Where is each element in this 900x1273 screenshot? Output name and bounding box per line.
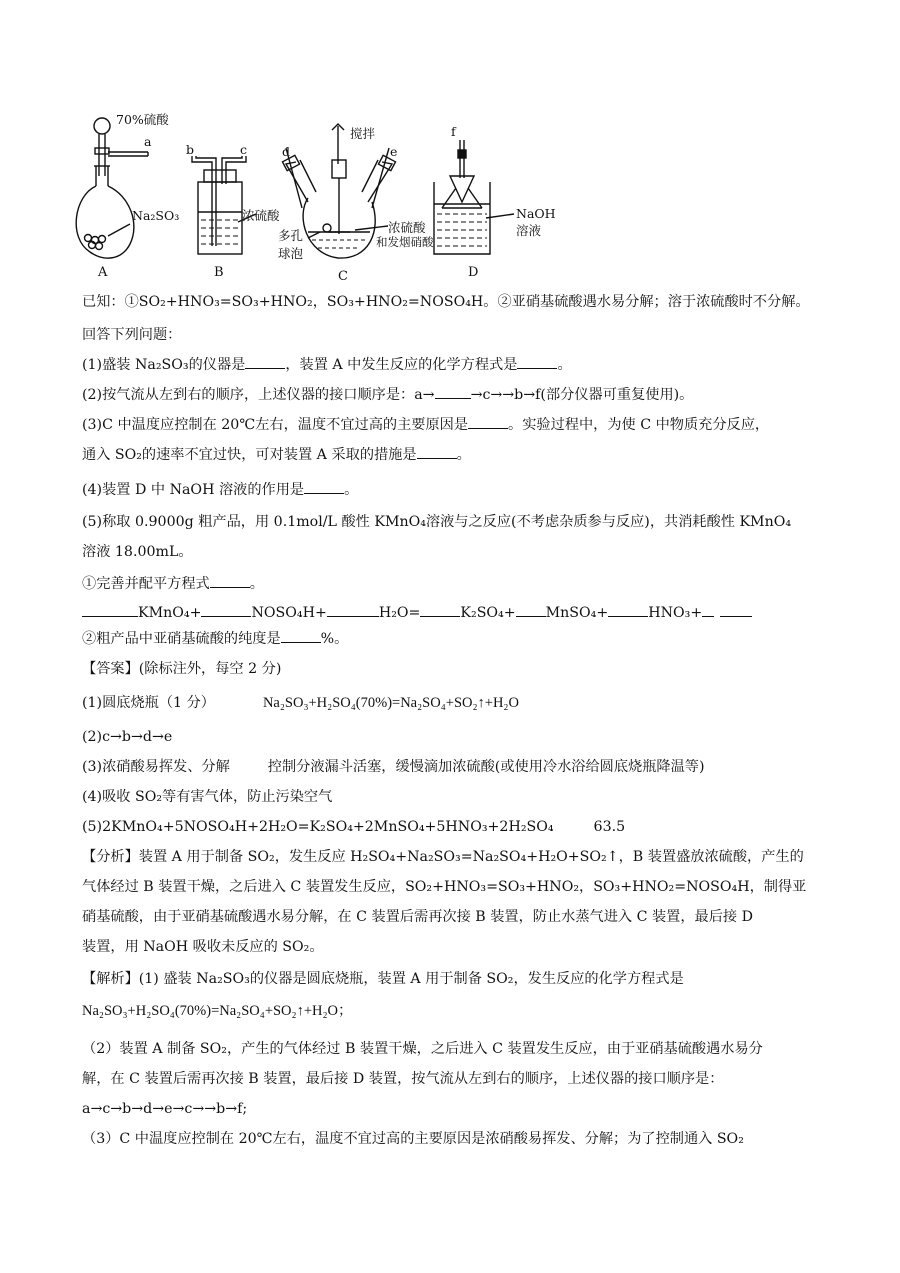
explanation-1-equation: Na₂SO₃+H₂SO₄(70%)=Na₂SO₄+SO₂↑+H₂O； [82, 1003, 353, 1019]
q2-text-a: (2)按气流从左到右的顺序，上述仪器的接口顺序是：a→ [82, 387, 435, 403]
answer-5 [82, 818, 625, 836]
port-label-f: f [451, 124, 456, 139]
q2-blank [435, 386, 471, 399]
q4-text-a: (4)装置 D 中 NaOH 溶液的作用是 [82, 482, 305, 498]
eq-blank-6 [608, 604, 648, 617]
label-porous-2: 球泡 [278, 246, 304, 261]
apparatus-a [76, 118, 148, 258]
question-5-line-2: 溶液 18.00mL。 [82, 544, 193, 560]
question-3-line-2 [82, 446, 471, 464]
port-label-a: a [144, 134, 152, 149]
question-5-sub-1 [82, 575, 264, 593]
analysis-line-4: 装置，用 NaOH 吸收未反应的 SO₂。 [82, 939, 324, 955]
q5-sub1-blank [210, 575, 250, 588]
apparatus-figure [70, 104, 590, 290]
q1-text-a: (1)盛装 Na₂SO₃的仪器是 [82, 357, 246, 373]
question-3-line-1 [82, 416, 769, 434]
label-na2so3: Na₂SO₃ [132, 208, 180, 223]
label-porous-1: 多孔 [278, 228, 304, 243]
eq-k2so4: K₂SO₄+ [460, 605, 516, 621]
explanation-2-line-1: （2）装置 A 制备 SO₂，产生的气体经过 B 装置干燥，之后进入 C 装置发生反应，由于亚硝基硫酸遇水易分 [82, 1041, 763, 1057]
answer-4: (4)吸收 SO₂等有害气体，防止污染空气 [82, 789, 333, 805]
port-label-e: e [390, 144, 398, 159]
analysis-line-1: 【分析】装置 A 用于制备 SO₂，发生反应 H₂SO₄+Na₂SO₃=Na₂SO₄+H₂O+SO₂↑，B 装置盛放浓硫酸，产生的 [82, 849, 804, 865]
question-1 [82, 356, 572, 374]
known-info: 已知：①SO₂+HNO₃=SO₃+HNO₂，SO₃+HNO₂=NOSO₄H。②亚硝基硫酸遇水易分解；溶于浓硫酸时不分解。 [82, 294, 810, 310]
eq-blank-4 [420, 604, 460, 617]
apparatus-b [192, 156, 256, 254]
label-conc-sulfuric: 浓硫酸 [242, 208, 280, 223]
caption-a: A [98, 265, 108, 280]
answer-5-equation: (5)2KMnO₄+5NOSO₄H+2H₂O=K₂SO₄+2MnSO₄+5HNO₃+2H₂SO₄ [82, 819, 554, 835]
answer-1 [82, 694, 519, 712]
answer-5-value: 63.5 [593, 819, 626, 835]
answer-1-equation: Na₂SO₃+H₂SO₄(70%)=Na₂SO₄+SO₂↑+H₂O [262, 695, 519, 711]
q1-text-b: ，装置 A 中发生反应的化学方程式是 [285, 357, 518, 373]
eq-blank-1 [82, 604, 138, 617]
explanation-1: 【解析】(1) 盛装 Na₂SO₃的仪器是圆底烧瓶，装置 A 用于制备 SO₂，发生反应的化学方程式是 [82, 971, 684, 987]
question-5-sub-2 [82, 630, 348, 648]
label-solution: 溶液 [516, 223, 542, 238]
q2-text-b: →c→→b→f(部分仪器可重复使用)。 [470, 387, 694, 403]
q3-blank-2 [417, 446, 457, 459]
answer-3-part-b: 控制分液漏斗活塞，缓慢滴加浓硫酸(或使用冷水浴给圆底烧瓶降温等) [267, 759, 705, 775]
q3-blank-1 [468, 416, 508, 429]
q5-sub2-blank [281, 630, 321, 643]
eq-blank-7 [702, 604, 714, 617]
question-5-line-1: (5)称取 0.9000g 粗产品，用 0.1mol/L 酸性 KMnO₄溶液与之反应(不考虑杂质参与反应)，共消耗酸性 KMnO₄ [82, 514, 792, 530]
q1-text-c: 。 [557, 357, 572, 373]
answer-header: 【答案】(除标注外，每空 2 分) [82, 661, 282, 677]
eq-hno3: HNO₃+ [648, 605, 703, 621]
caption-b: B [214, 265, 224, 280]
q5-sub2-text-b: %。 [320, 631, 349, 647]
q4-text-b: 。 [344, 482, 359, 498]
q3-text-2a: 通入 SO₂的速率不宜过快，可对装置 A 采取的措施是 [82, 447, 417, 463]
answer-2: (2)c→b→d→e [82, 729, 173, 745]
explanation-2-line-2: 解，在 C 装置后需再次接 B 装置，最后接 D 装置，按气流从左到右的顺序，上述仪器的接口顺序是： [82, 1071, 724, 1087]
question-2 [82, 386, 693, 404]
label-c-content-2: 和发烟硝酸 [376, 235, 434, 249]
q4-blank [304, 481, 344, 494]
caption-d: D [468, 265, 479, 280]
label-stir: 搅拌 [350, 126, 376, 141]
eq-blank-3 [327, 604, 379, 617]
question-5-equation [82, 604, 752, 622]
label-c-content-1: 浓硫酸 [388, 220, 426, 235]
label-naoh: NaOH [516, 206, 556, 221]
analysis-line-2: 气体经过 B 装置干燥，之后进入 C 装置发生反应，SO₂+HNO₃=SO₃+HNO₂，SO₃+HNO₂=NOSO₄H，制得亚 [82, 879, 807, 895]
analysis-line-3: 硝基硫酸，由于亚硝基硫酸遇水易分解，在 C 装置后需再次接 B 装置，防止水蒸气进入 C 装置，最后接 D [82, 909, 753, 925]
q3-text-1a: (3)C 中温度应控制在 20℃左右，温度不宜过高的主要原因是 [82, 417, 469, 433]
eq-noso4h: NOSO₄H+ [251, 605, 327, 621]
eq-h2o: H₂O= [378, 605, 421, 621]
eq-mnso4: MnSO₄+ [545, 605, 609, 621]
q5-sub1-text-a: ①完善并配平方程式 [82, 576, 210, 592]
port-label-b: b [186, 142, 195, 157]
explanation-2-line-3: a→c→b→d→e→c→→b→f; [82, 1101, 248, 1117]
q5-sub2-text-a: ②粗产品中亚硝基硫酸的纯度是 [82, 631, 281, 647]
answer-3-part-a: (3)浓硝酸易挥发、分解 [82, 759, 230, 775]
eq-blank-2 [201, 604, 251, 617]
answer-1-text: (1)圆底烧瓶（1 分） [82, 695, 215, 711]
caption-c: C [338, 269, 348, 284]
apparatus-d [434, 140, 514, 254]
question-4 [82, 481, 358, 499]
explanation-3: （3）C 中温度应控制在 20℃左右，温度不宜过高的主要原因是浓硝酸易挥发、分解；为了控制通入 SO₂ [82, 1131, 744, 1147]
label-70-sulfuric-acid: 70%硫酸 [116, 112, 169, 127]
q1-blank-1 [245, 356, 285, 369]
q5-sub1-text-b: 。 [249, 576, 264, 592]
port-label-d: d [282, 144, 291, 159]
eq-blank-8 [720, 604, 752, 617]
eq-blank-5 [516, 604, 546, 617]
answer-prompt: 回答下列问题： [82, 327, 182, 343]
port-label-c: c [240, 142, 248, 157]
answer-3 [82, 758, 705, 776]
eq-kmno4: KMnO₄+ [138, 605, 202, 621]
q3-text-1b: 。实验过程中，为使 C 中物质充分反应， [508, 417, 770, 433]
q1-blank-2 [517, 356, 557, 369]
q3-text-2b: 。 [456, 447, 471, 463]
